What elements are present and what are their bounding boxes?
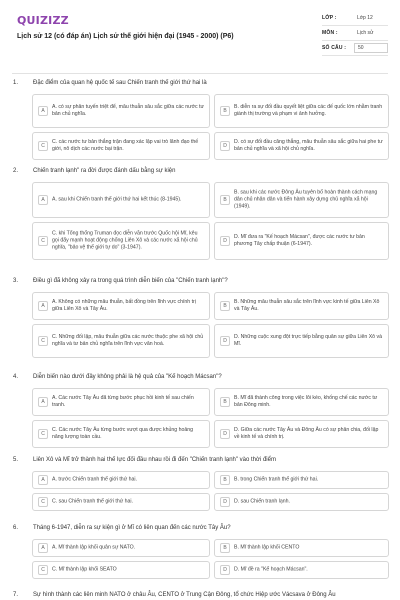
option-text: D. Mĩ đưa ra "Kế hoạch Mácsan", được các nước tư bản phương Tây chấp thuận (6-1947).: [234, 234, 365, 247]
question-number: 6.: [13, 525, 19, 531]
option-d[interactable]: [214, 561, 389, 579]
option-a[interactable]: [32, 539, 210, 557]
option-text: A. Mĩ thành lập khối quân sự NATO.: [52, 544, 136, 551]
option-text: B. sau khi các nước Đông Âu tuyên bố hoàn thành cách mạng dân chủ nhân dân và tiến hành xây dựng chủ nghĩa xã hội (1949).: [234, 189, 378, 210]
meta-value: Lịch sử: [357, 30, 374, 36]
option-letter: C: [38, 429, 48, 439]
option-a[interactable]: [32, 182, 210, 218]
option-letter: D: [220, 565, 230, 575]
option-letter: B: [220, 106, 230, 116]
question-number: 1.: [13, 80, 19, 86]
option-letter: D: [220, 236, 230, 246]
meta-key: MÔN :: [322, 30, 338, 36]
option-letter: C: [38, 565, 48, 575]
option-text: B. diễn ra sự đối đầu quyết liệt giữa các đế quốc lớn nhằm tranh giành thị trường và phạm vi ảnh hưởng.: [234, 104, 383, 117]
option-text: C. Các nước Tây Âu từng bước vượt qua được khủng hoảng năng lượng toàn cầu.: [52, 427, 194, 440]
option-letter: B: [220, 543, 230, 553]
option-c[interactable]: [32, 493, 210, 511]
option-text: B. Những mâu thuẫn sâu sắc trên lĩnh vực kinh tế giữa Liên Xô và Tây Âu.: [234, 299, 380, 312]
option-text: D. Giữa các nước Tây Âu và Đông Âu có sự phân chia, đối lập về kinh tế và chính trị.: [234, 427, 379, 440]
option-letter: D: [220, 141, 230, 151]
meta-value: Lớp 12: [357, 15, 373, 21]
option-a[interactable]: [32, 471, 210, 489]
option-text: A. Các nước Tây Âu đã từng bước phục hồi kinh tế sau chiến tranh.: [52, 395, 194, 408]
option-text: D. Mĩ đề ra "Kế hoạch Mácsan".: [234, 566, 308, 573]
option-text: C. Mĩ thành lập khối SEATO: [52, 566, 117, 573]
question-number: 3.: [13, 278, 19, 284]
option-letter: A: [38, 397, 48, 407]
question-text: Điều gì đã không xảy ra trong quá trình diễn biến của "Chiến tranh lạnh"?: [33, 278, 228, 284]
option-text: C. Những đối lập, mâu thuẫn giữa các nước thuộc phe xã hội chủ nghĩa và tư bản chủ nghĩa trên lĩnh vực văn hoá.: [52, 334, 204, 347]
worksheet-title: Lịch sử 12 (có đáp án) Lịch sử thế giới hiện đại (1945 - 2000) (P6): [17, 33, 234, 40]
option-text: C. các nước tư bản thắng trận đang xác lập vai trò lãnh đạo thế giới, nô dịch các nước bại trận.: [52, 139, 199, 152]
option-d[interactable]: [214, 222, 389, 260]
option-text: A. có sự phân tuyến triệt để, mâu thuẫn sâu sắc giữa các nước tư bản chủ nghĩa.: [52, 104, 204, 117]
option-text: D. có sự đối đầu căng thẳng, mâu thuẫn sâu sắc giữa hai phe tư bản chủ nghĩa và xã hội chủ nghĩa.: [234, 139, 383, 152]
option-b[interactable]: [214, 182, 389, 218]
option-d[interactable]: [214, 420, 389, 448]
option-d[interactable]: [214, 324, 389, 358]
question-number: 4.: [13, 374, 19, 380]
meta-row-subject: [322, 26, 388, 41]
option-text: D. Những cuộc xung đột trực tiếp bằng quân sự giữa Liên Xô và Mĩ.: [234, 334, 382, 347]
option-c[interactable]: [32, 561, 210, 579]
option-letter: A: [38, 301, 48, 311]
option-letter: D: [220, 497, 230, 507]
option-b[interactable]: [214, 94, 389, 128]
option-b[interactable]: [214, 471, 389, 489]
option-text: C. sau Chiến tranh thế giới thứ hai.: [52, 498, 133, 505]
option-text: C. khi Tổng thống Truman đọc diễn văn trước Quốc hội Mĩ, kêu gọi đẩy mạnh hoạt động chống Liên Xô và các nước xã hội chủ nghĩa, "bảo vệ thế giới tự do" (3-1947).: [52, 230, 198, 251]
option-letter: C: [38, 236, 48, 246]
question-number: 7.: [13, 592, 19, 598]
question-text: Tháng 6-1947, diễn ra sự kiện gì ở Mĩ có liên quan đến các nước Tây Âu?: [33, 525, 231, 531]
option-letter: B: [220, 475, 230, 485]
question-number: 2.: [13, 168, 19, 174]
option-text: D. sau Chiến tranh lạnh.: [234, 498, 290, 505]
option-a[interactable]: [32, 388, 210, 416]
question-text: Chiến tranh lạnh" ra đời được đánh dấu bằng sự kiện: [33, 168, 176, 174]
question-text: Đặc điểm của quan hệ quốc tế sau Chiến tranh thế giới thứ hai là: [33, 80, 207, 86]
option-text: A. trước Chiến tranh thế giới thứ hai.: [52, 476, 137, 483]
option-d[interactable]: [214, 132, 389, 160]
option-letter: D: [220, 336, 230, 346]
option-letter: C: [38, 141, 48, 151]
option-c[interactable]: [32, 132, 210, 160]
option-a[interactable]: [32, 292, 210, 320]
option-letter: D: [220, 429, 230, 439]
question-text: Sự hình thành các liên minh NATO ở châu Âu, CENTO ở Trung Cận Đông, tổ chức Hiệp ước Vácsava ở Đông Âu: [33, 592, 336, 598]
option-letter: C: [38, 336, 48, 346]
option-c[interactable]: [32, 222, 210, 260]
option-b[interactable]: [214, 539, 389, 557]
option-letter: A: [38, 106, 48, 116]
worksheet-header: [0, 0, 400, 68]
option-b[interactable]: [214, 292, 389, 320]
option-b[interactable]: [214, 388, 389, 416]
question-text: Liên Xô và Mĩ trở thành hai thế lực đối đầu nhau rồi đi đến "Chiến tranh lạnh" vào thời điểm: [33, 457, 276, 463]
option-text: A. Không có những mâu thuẫn, bất đồng trên lĩnh vực chính trị giữa Liên Xô và Tây Âu.: [52, 299, 196, 312]
meta-key: LỚP :: [322, 15, 337, 21]
meta-row-count: [322, 41, 388, 56]
option-d[interactable]: [214, 493, 389, 511]
meta-key: SỐ CÂU :: [322, 45, 347, 51]
meta-value: 50: [354, 43, 388, 53]
question-number: 5.: [13, 457, 19, 463]
option-letter: B: [220, 195, 230, 205]
option-c[interactable]: [32, 324, 210, 358]
option-letter: C: [38, 497, 48, 507]
option-text: B. Mĩ thành lập khối CENTO: [234, 544, 300, 551]
option-a[interactable]: [32, 94, 210, 128]
option-c[interactable]: [32, 420, 210, 448]
meta-table: [322, 11, 388, 56]
header-divider: [12, 73, 388, 74]
option-letter: A: [38, 195, 48, 205]
quizizz-logo: QUIZIZZ: [17, 14, 69, 27]
option-letter: A: [38, 543, 48, 553]
option-letter: B: [220, 301, 230, 311]
option-text: A. sau khi Chiến tranh thế giới thứ hai kết thúc (8-1945).: [52, 196, 182, 203]
option-text: B. trong Chiến tranh thế giới thứ hai.: [234, 476, 319, 483]
option-text: B. Mĩ đã thành công trong việc lôi kéo, khống chế các nước tư bản Đông minh.: [234, 395, 378, 408]
option-letter: A: [38, 475, 48, 485]
meta-row-class: [322, 11, 388, 26]
question-text: Diễn biến nào dưới đây không phải là hệ quả của "Kế hoạch Mácsan"?: [33, 374, 222, 380]
option-letter: B: [220, 397, 230, 407]
